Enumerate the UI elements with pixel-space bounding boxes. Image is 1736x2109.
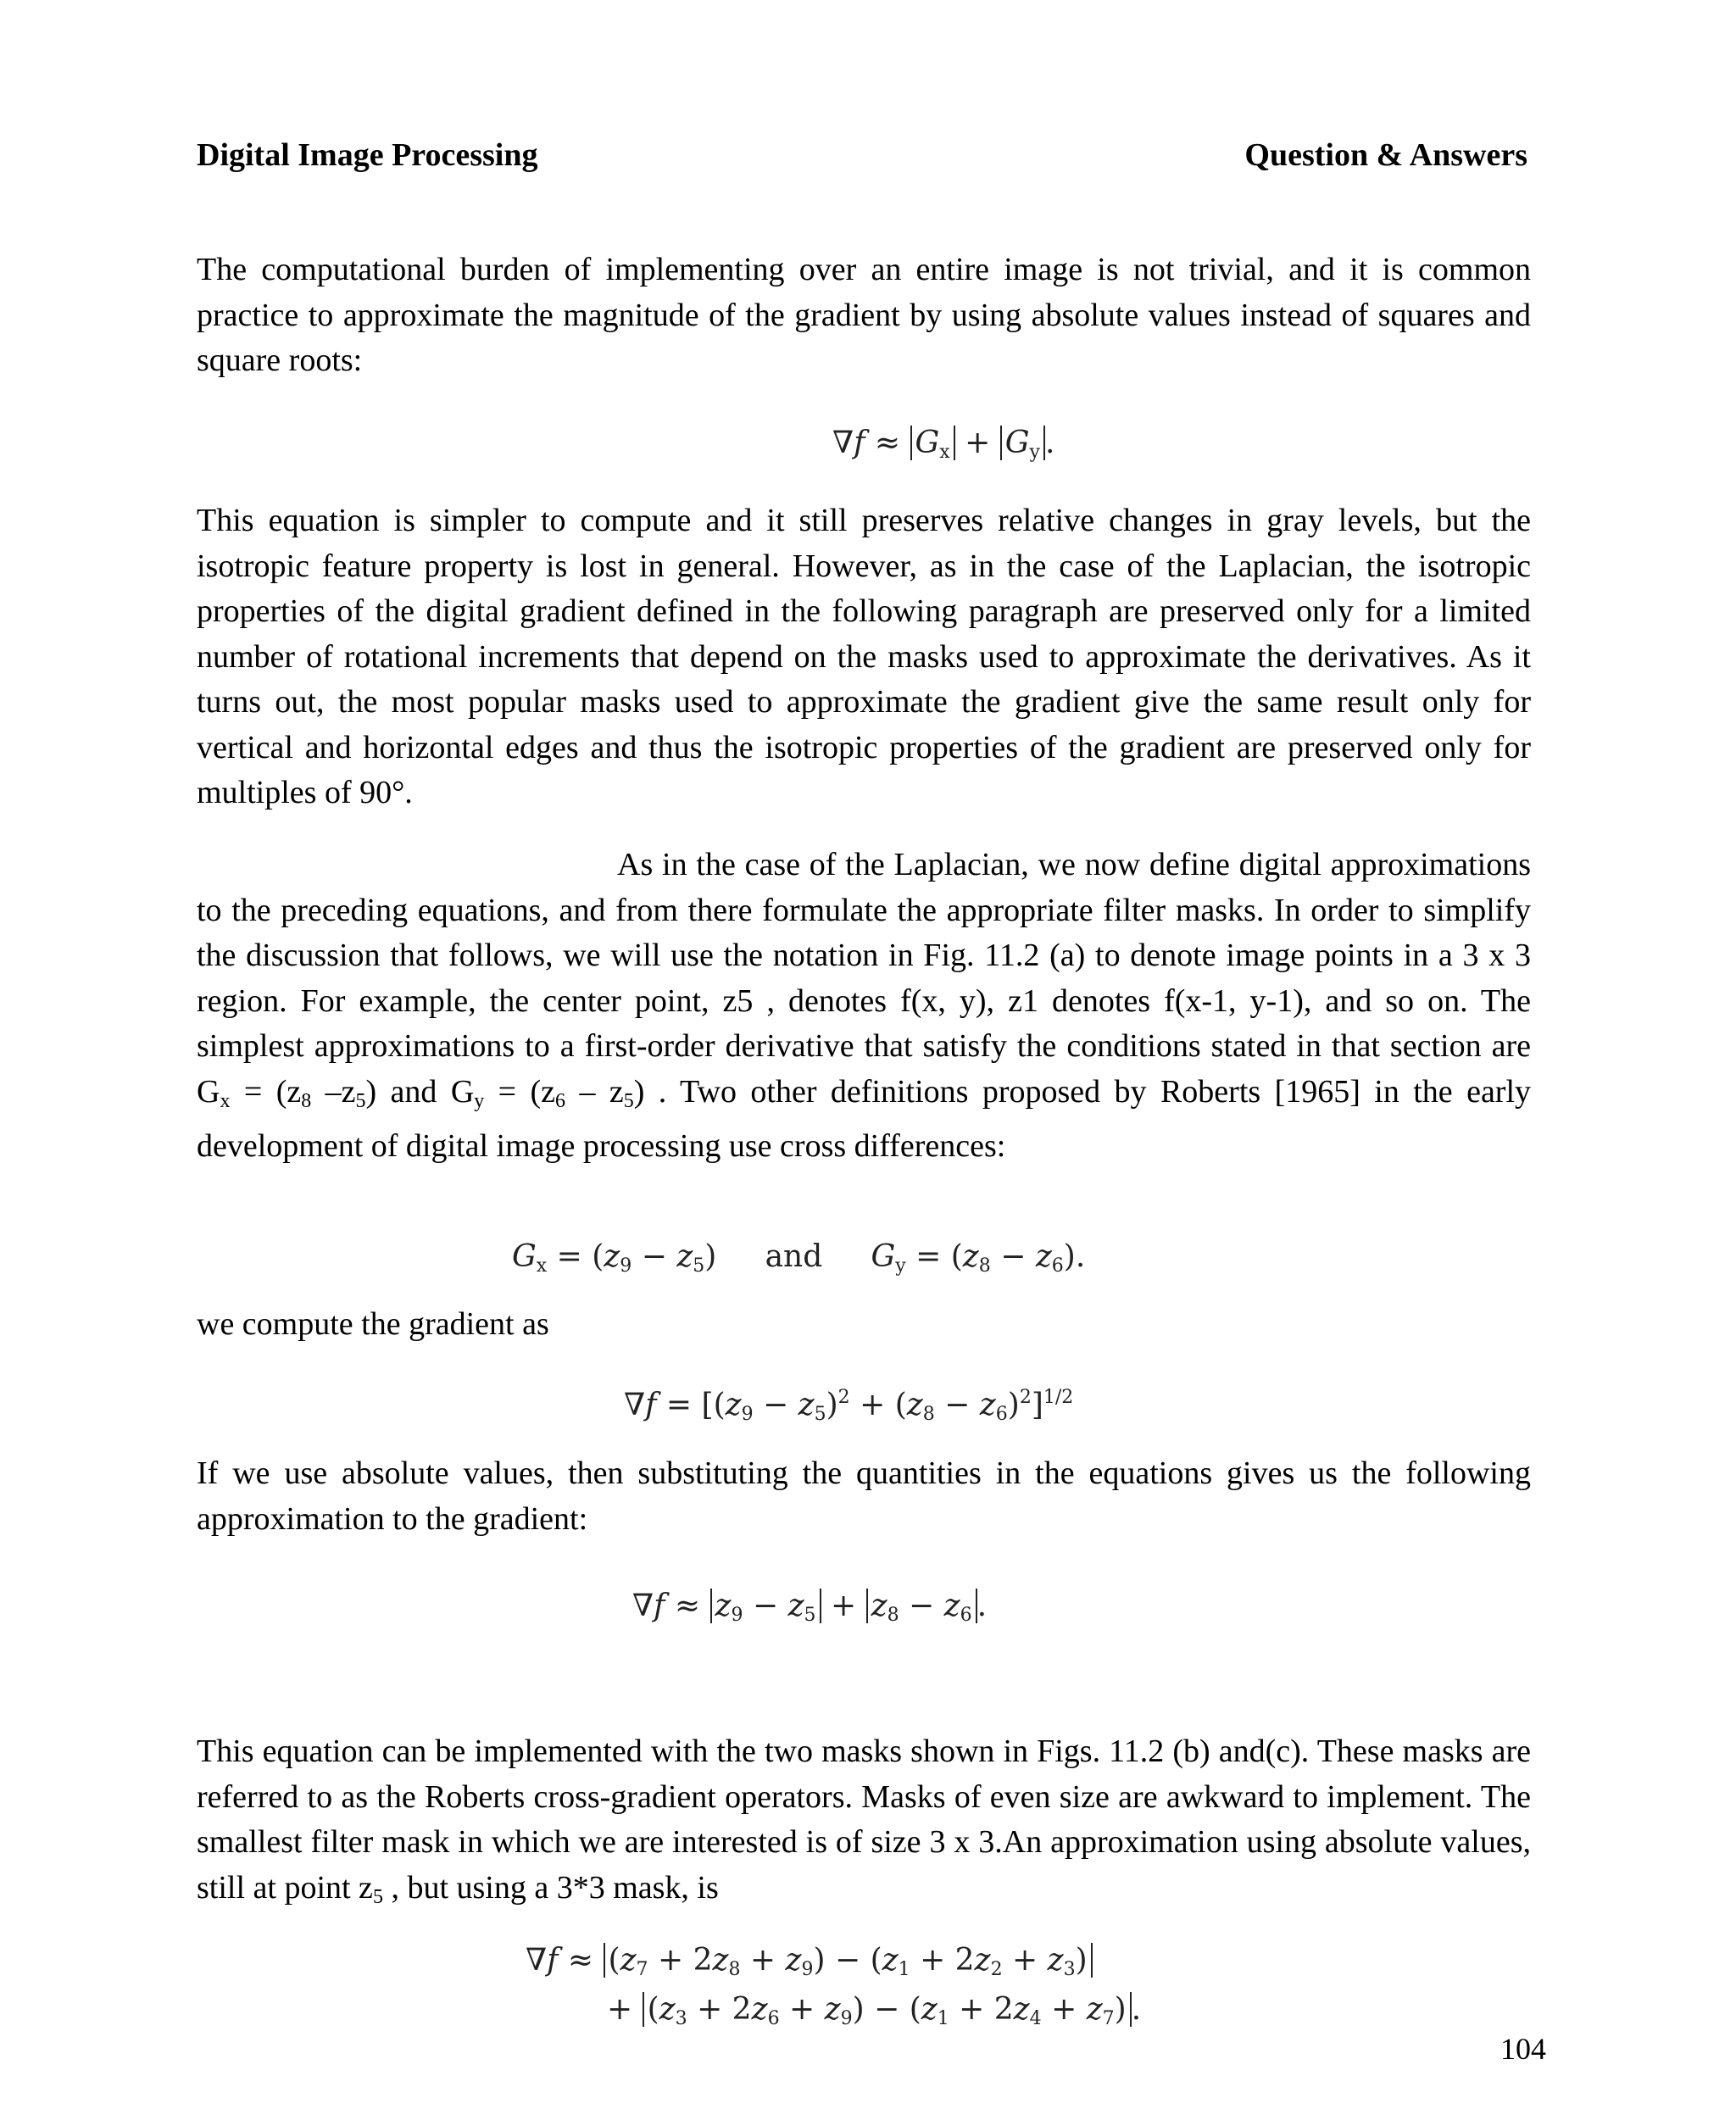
paragraph-5: If we use absolute values, then substituting the quantities in the equations gives us the following approximation to the gradient: bbox=[197, 1455, 1531, 1537]
equation-gradient-roberts-abs: $\nabla f \approx z_9 - z_5 + z_8 - z_6$ . bbox=[632, 1589, 988, 1626]
header-title: Digital Image Processing bbox=[197, 137, 538, 173]
page-header bbox=[197, 134, 1527, 176]
page-number: 104 bbox=[1500, 2032, 1546, 2066]
paragraph-2: This equation is simpler to compute and it still preserves relative changes in gray levels, but the isotropic feature property is lost in general. However, as in the case of the Laplacian, the isotropic properties of the digital gradient defined in the following paragraph are preserved only for a limited number of rotational increments that depend on the masks used to approximate the derivatives. As it turns out, the most popular masks used to approximate the gradient give the same result only for vertical and horizontal edges and thus the isotropic properties of the gradient are preserved only for multiples of 90°. bbox=[197, 503, 1531, 810]
equation-gradient-abs-approx: $\nabla f \approx G_x + G_y$ . bbox=[832, 426, 1055, 463]
equation-sobel-approx-line-1: $\nabla f \approx (z_7 + 2z_8 + z_9) - (z_1 + 2z_2 + z_3)$ bbox=[526, 1939, 1093, 1991]
paragraph-3: As in the case of the Laplacian, we now define digital approximations to the preceding equations, and from there formulate the appropriate filter masks. In order to simplify the discussion that follows, we will use the notation in Fig. 11.2 (a) to denote image points in a 3 x 3 region. For example, the center point, z5 , denotes f(x, y), z1 denotes f(x-1, y-1), and so on. The simplest approximations to a first-order derivative that satisfy the conditions stated in that section are $G_x = (z_8$ $-z_5$) and $G_y = (z_6 - z_5)$ . Two other definitions proposed by Roberts [1965] in the early development of digital image processing use cross differences: bbox=[197, 847, 1532, 1164]
equation-sobel-approx-line-2: + $(z_3 + 2z_6 + z_9) - (z_1 + 2z_4 + z_7)$ . bbox=[607, 1992, 1142, 2029]
paragraph-6: This equation can be implemented with the two masks shown in Figs. 11.2 (b) and(c). These masks are referred to as the Roberts cross-gradient operators. Masks of even size are awkward to implement. The smallest filter mask in which we are interested is of size 3 x 3.An approximation using absolute values, still at point $z_5$ , but using a 3*3 mask, is bbox=[197, 1733, 1531, 1908]
paragraph-1: The computational burden of implementing over an entire image is not trivial, and it is common practice to approximate the magnitude of the gradient by using absolute values instead of squares and square roots: bbox=[197, 252, 1531, 378]
header-subtitle: Question & Answers bbox=[1244, 137, 1527, 173]
paragraph-4: we compute the gradient as bbox=[197, 1306, 549, 1342]
equation-roberts-cross-differences: $G_x = (z_9 - z_5)$ and $G_y = (z_8 - z_6)$. bbox=[512, 1239, 1086, 1277]
equation-gradient-roberts: $\nabla f = [(z_9 - z_5)^2 + (z_8 - z_6)^2]^{1/2}$ bbox=[624, 1387, 1074, 1425]
